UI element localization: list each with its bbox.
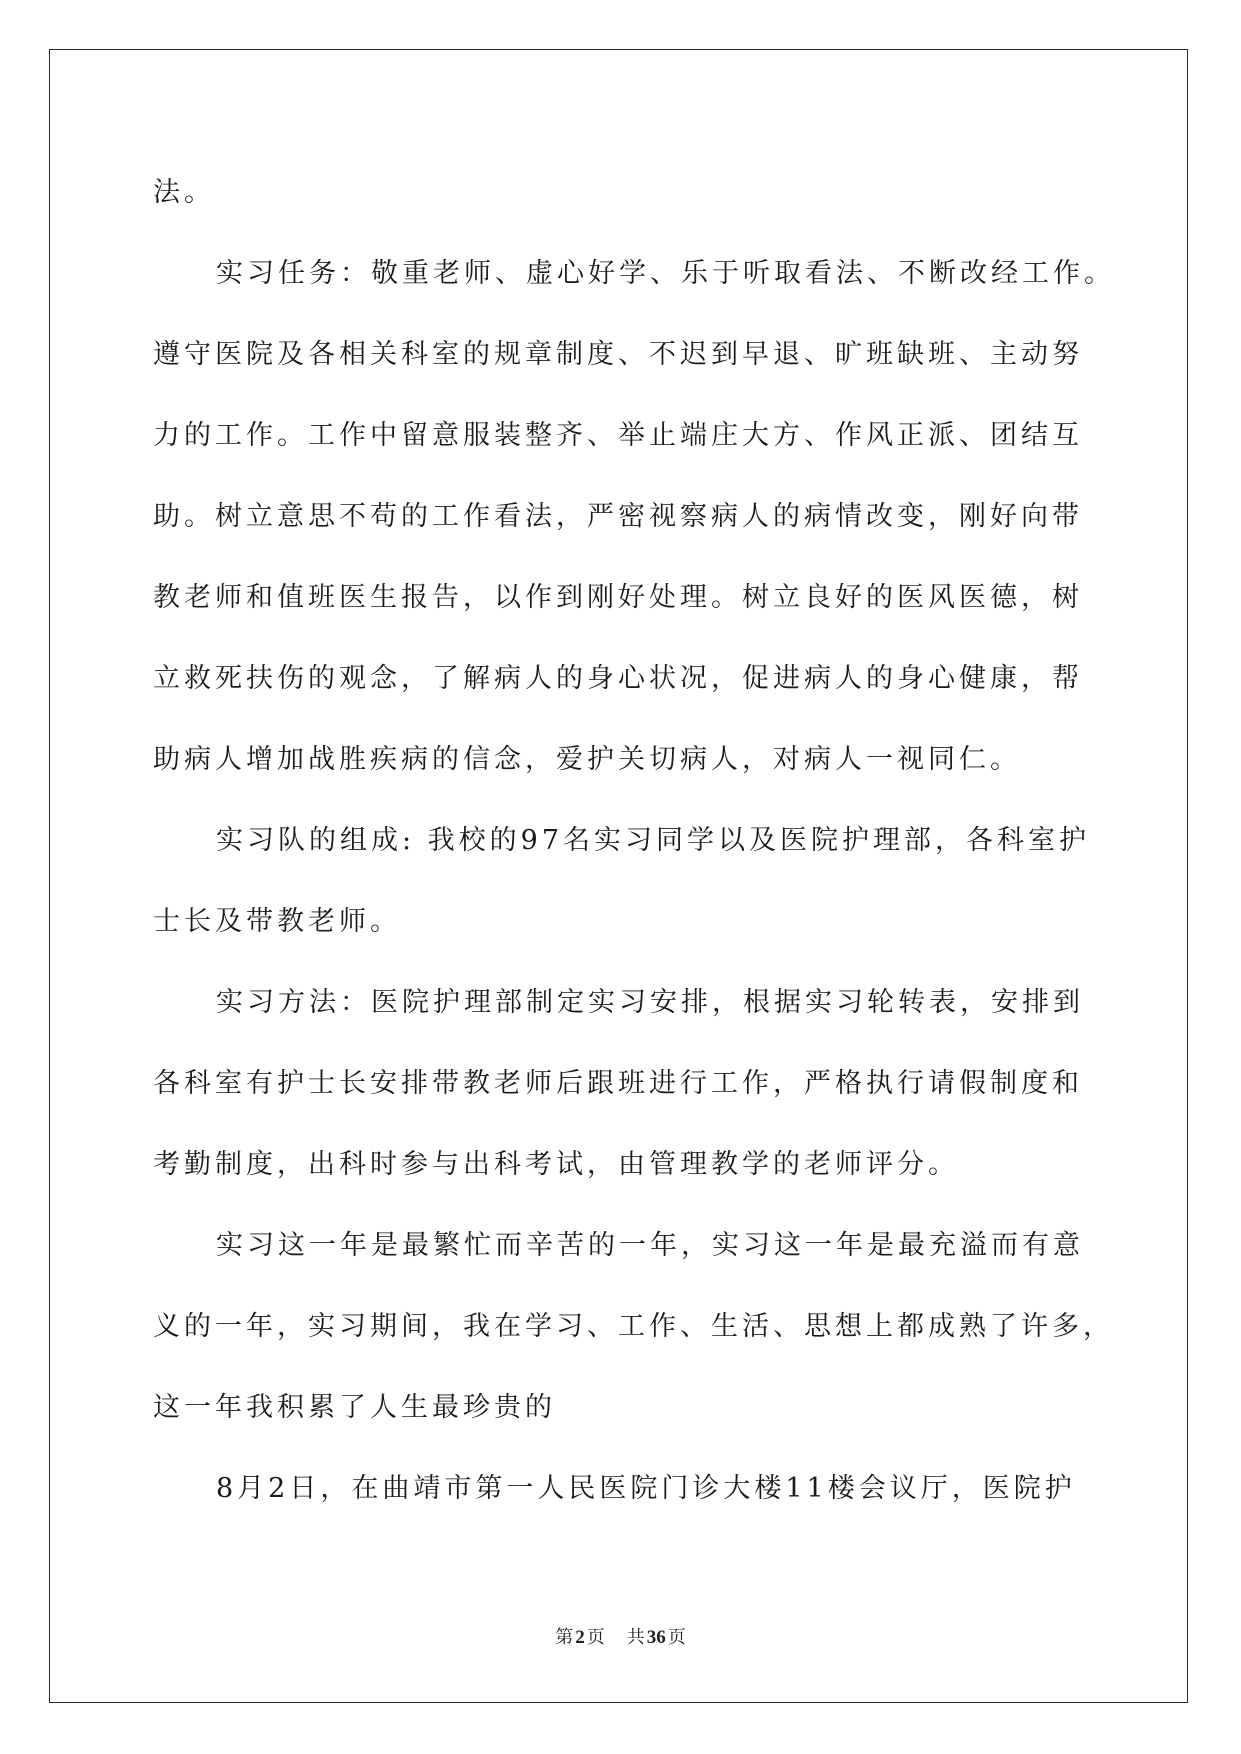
total-label-suffix: 页 <box>667 1627 686 1648</box>
text-line: 实习队的组成: 我校的97名实习同学以及医院护理部，各科室护 <box>216 825 1091 856</box>
paragraph <box>153 1205 1143 1448</box>
paragraph <box>153 800 1143 962</box>
paragraph <box>153 962 1143 1205</box>
text-line: 助。树立意思不苟的工作看法，严密视察病人的病情改变，刚好向带 <box>153 501 1083 532</box>
text-line: 遵守医院及各相关科室的规章制度、不迟到早退、旷班缺班、主动努 <box>153 339 1083 370</box>
text-line: 立救死扶伤的观念，了解病人的身心状况，促进病人的身心健康，帮 <box>153 663 1083 694</box>
document-body <box>153 152 1143 1529</box>
text-line: 这一年我积累了人生最珍贵的 <box>153 1392 556 1423</box>
paragraph <box>153 1448 1143 1529</box>
text-line: 实习任务：敬重老师、虚心好学、乐于听取看法、不断改经工作。 <box>216 258 1115 289</box>
text-line: 义的一年，实习期间，我在学习、工作、生活、思想上都成熟了许多， <box>153 1311 1114 1342</box>
page-footer <box>0 1624 1241 1652</box>
total-label-prefix: 共 <box>626 1627 645 1648</box>
text-line: 士长及带教老师。 <box>153 906 401 937</box>
page-label-suffix: 页 <box>586 1627 605 1648</box>
text-line: 实习这一年是最繁忙而辛苦的一年，实习这一年是最充溢而有意 <box>216 1230 1084 1261</box>
text-line: 8月2日，在曲靖市第一人民医院门诊大楼11楼会议厅，医院护 <box>216 1473 1076 1504</box>
text-line: 法。 <box>153 177 215 208</box>
paragraph <box>153 152 1143 233</box>
text-line: 助病人增加战胜疾病的信念，爱护关切病人，对病人一视同仁。 <box>153 744 1021 775</box>
text-line: 各科室有护士长安排带教老师后跟班进行工作，严格执行请假制度和 <box>153 1068 1083 1099</box>
text-line: 考勤制度，出科时参与出科考试，由管理教学的老师评分。 <box>153 1149 959 1180</box>
page-label-prefix: 第 <box>555 1627 574 1648</box>
text-line: 力的工作。工作中留意服装整齐、举止端庄大方、作风正派、团结互 <box>153 420 1083 451</box>
text-line: 教老师和值班医生报告，以作到刚好处理。树立良好的医风医德，树 <box>153 582 1083 613</box>
text-line: 实习方法：医院护理部制定实习安排，根据实习轮转表，安排到 <box>216 987 1084 1018</box>
page-number: 2 <box>575 1627 585 1648</box>
total-pages: 36 <box>646 1627 666 1648</box>
paragraph <box>153 233 1143 800</box>
